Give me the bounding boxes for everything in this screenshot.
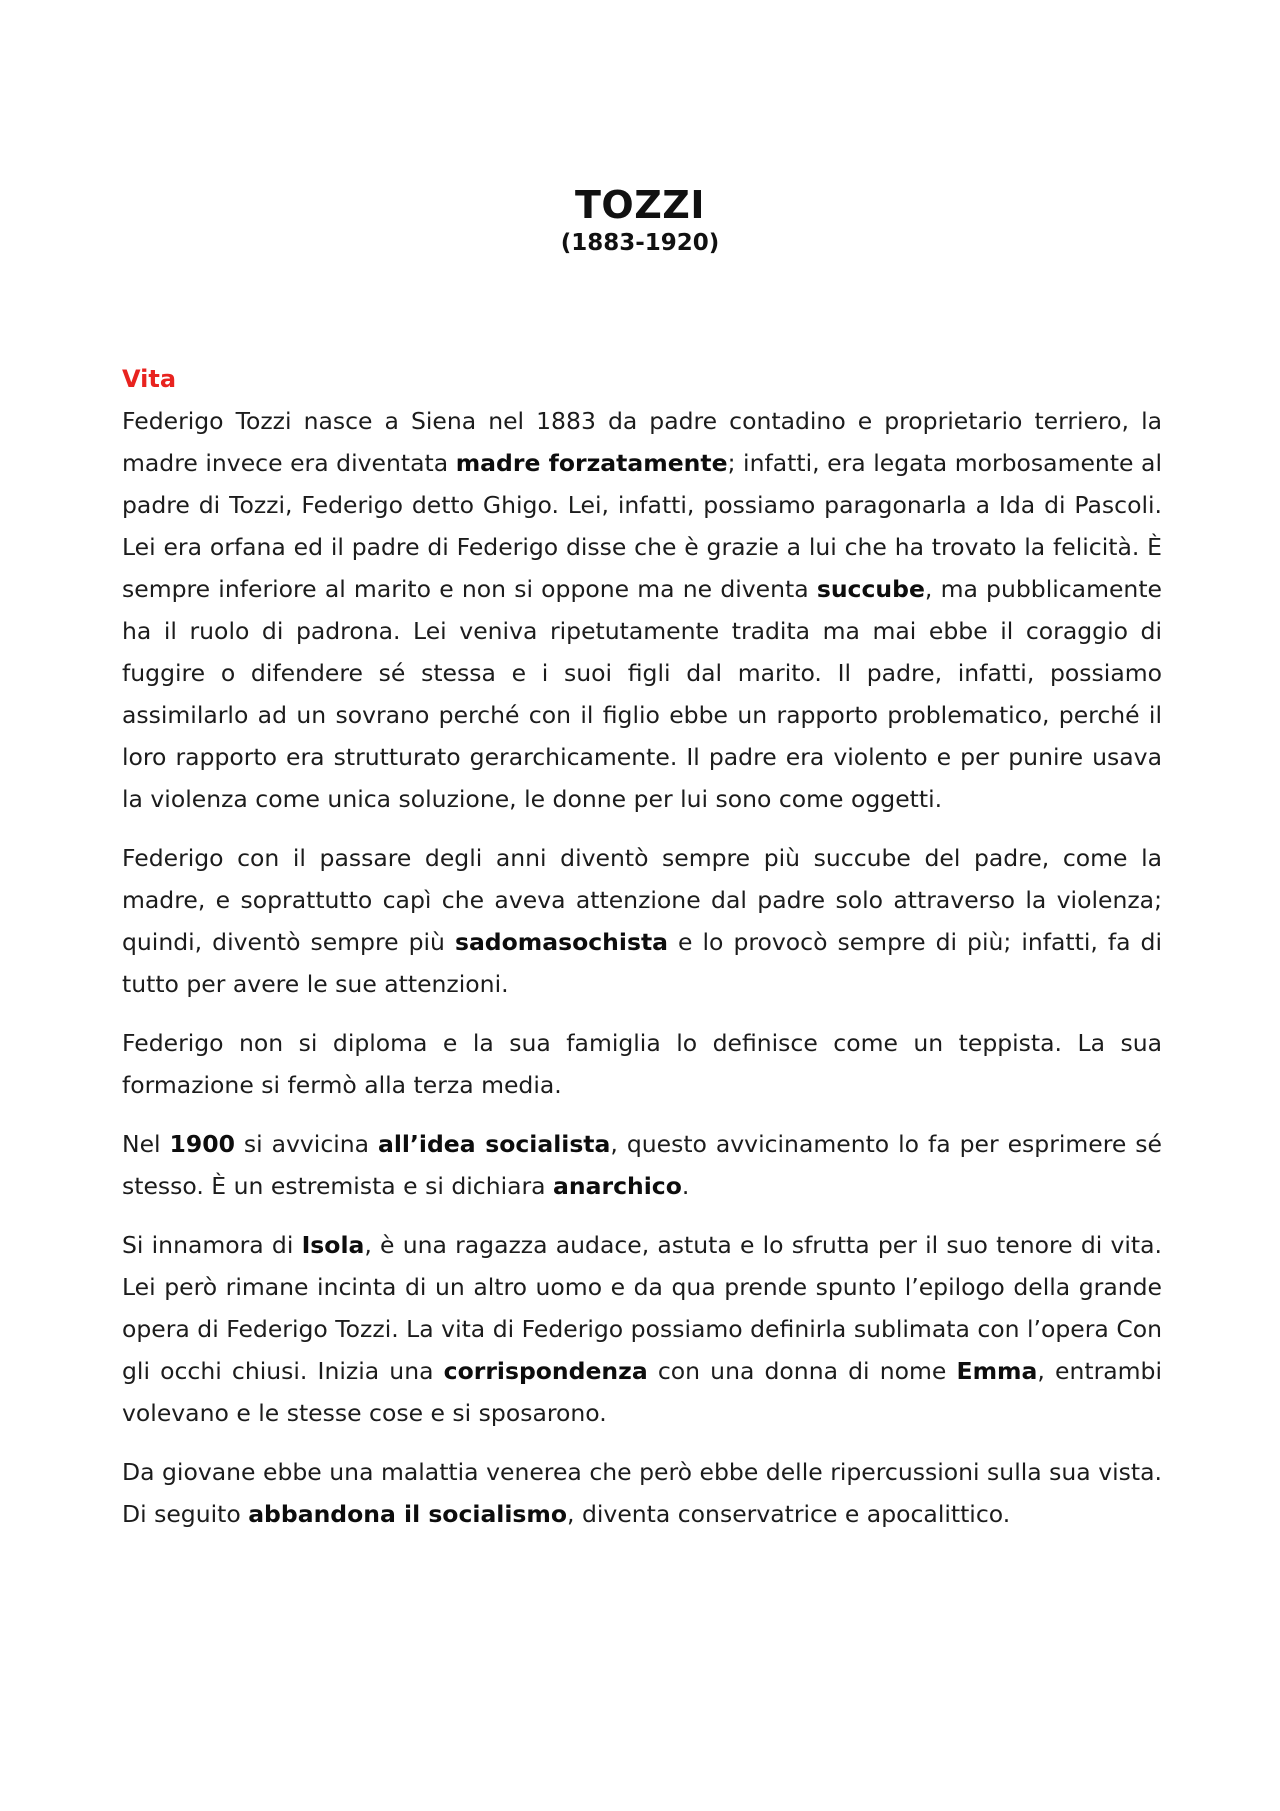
body-text bbox=[122, 400, 1162, 1552]
bold-term: all’idea socialista bbox=[378, 1130, 611, 1158]
text-run: , è una ragazza audace, astuta e lo sfrutta per il suo tenore di vita. Lei però rimane incinta di un altro uomo e da qua prende spunto l’epilogo della grande opera di Federigo Tozzi. La vita di Federigo possiamo definirla sublimata con l’opera Con gli occhi chiusi. Inizia una bbox=[122, 1231, 1162, 1385]
bold-term: Emma bbox=[956, 1357, 1038, 1385]
text-run: , entrambi volevano e le stesse cose e si sposarono. bbox=[122, 1357, 1162, 1427]
text-run: , ma pubblicamente ha il ruolo di padrona. Lei veniva ripetutamente tradita ma mai ebbe il coraggio di fuggire o difendere sé stessa e i suoi figli dal marito. Il padre, infatti, possiamo assimilarlo ad un sovrano perché con il figlio ebbe un rapporto problematico, perché il loro rapporto era strutturato gerarchicamente. Il padre era violento e per punire usava la violenza come unica soluzione, le donne per lui sono come oggetti. bbox=[122, 575, 1162, 813]
text-run: ; infatti, era legata morbosamente al padre di Tozzi, Federigo detto Ghigo. Lei, infatti, possiamo paragonarla a Ida di Pascoli. Lei era orfana ed il padre di Federigo disse che è grazie a lui che ha trovato la felicità. È sempre inferiore al marito e non si oppone ma ne diventa bbox=[122, 449, 1162, 603]
text-run: si avvicina bbox=[234, 1130, 379, 1158]
bold-term: Isola bbox=[301, 1231, 365, 1259]
bold-term: succube bbox=[816, 575, 925, 603]
text-run: Federigo con il passare degli anni diventò sempre più succube del padre, come la madre, e soprattutto capì che aveva attenzione dal padre solo attraverso la violenza; quindi, diventò sempre più bbox=[122, 844, 1162, 956]
text-run: Federigo non si diploma e la sua famiglia lo definisce come un teppista. La sua formazione si fermò alla terza media. bbox=[122, 1029, 1162, 1099]
page-subtitle-dates: (1883-1920) bbox=[560, 230, 720, 256]
paragraph bbox=[122, 400, 1162, 820]
bold-term: sadomasochista bbox=[454, 928, 669, 956]
text-run: e lo provocò sempre di più; infatti, fa di tutto per avere le sue attenzioni. bbox=[122, 928, 1162, 998]
bold-term: madre forzatamente bbox=[455, 449, 728, 477]
paragraph bbox=[122, 1224, 1162, 1434]
text-run: Si innamora di bbox=[122, 1231, 302, 1259]
text-run: , diventa conservatrice e apocalittico. bbox=[567, 1500, 1011, 1528]
paragraph bbox=[122, 837, 1162, 1005]
bold-term: anarchico bbox=[553, 1172, 682, 1200]
paragraph bbox=[122, 1451, 1162, 1535]
text-run: . bbox=[681, 1172, 690, 1200]
bold-term: 1900 bbox=[169, 1130, 235, 1158]
text-run: Federigo Tozzi nasce a Siena nel 1883 da padre contadino e proprietario terriero, la madre invece era diventata bbox=[122, 407, 1162, 477]
text-run: , questo avvicinamento lo fa per esprimere sé stesso. È un estremista e si dichiara bbox=[122, 1130, 1162, 1200]
text-run: Nel bbox=[122, 1130, 170, 1158]
bold-term: corrispondenza bbox=[443, 1357, 648, 1385]
page-title: TOZZI bbox=[575, 183, 705, 228]
paragraph bbox=[122, 1022, 1162, 1106]
paragraph bbox=[122, 1123, 1162, 1207]
bold-term: abbandona il socialismo bbox=[248, 1500, 568, 1528]
section-heading-vita: Vita bbox=[122, 364, 177, 393]
text-run: Da giovane ebbe una malattia venerea che però ebbe delle ripercussioni sulla sua vista. Di seguito bbox=[122, 1458, 1162, 1528]
text-run: con una donna di nome bbox=[647, 1357, 957, 1385]
